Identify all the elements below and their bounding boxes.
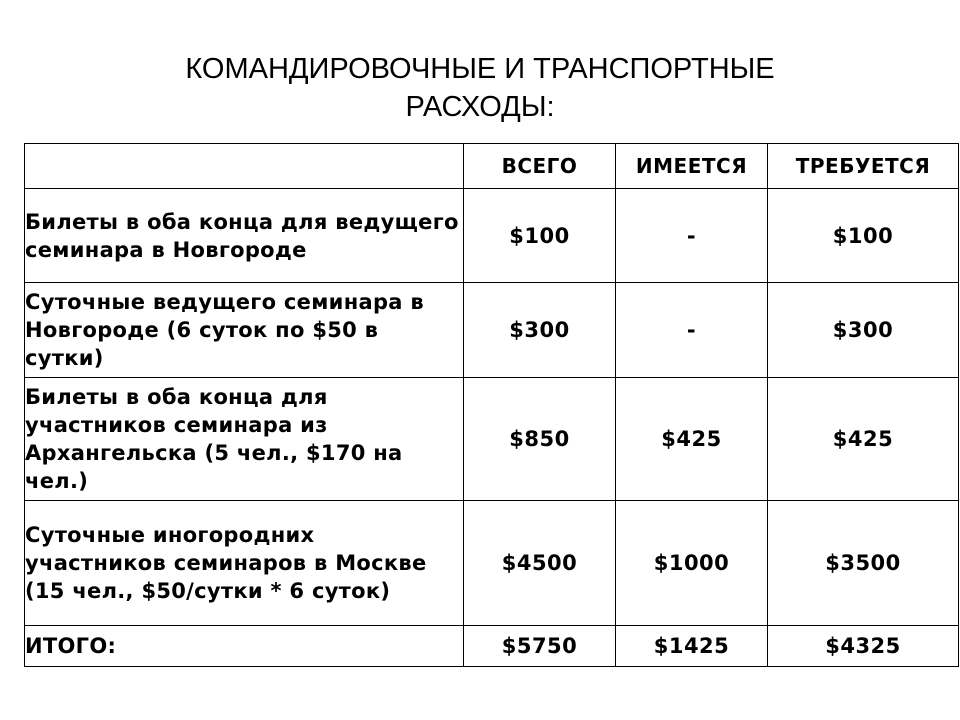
table-row [25, 378, 959, 501]
table-row [25, 189, 959, 283]
row-required: $425 [768, 378, 959, 501]
row-total: $4500 [464, 501, 616, 626]
row-description: Билеты в оба конца для участников семинара из Архангельска (5 чел., $170 на чел.) [25, 378, 464, 501]
row-total: $850 [464, 378, 616, 501]
total-available: $1425 [616, 626, 768, 667]
page-title [0, 50, 960, 126]
header-empty-cell [25, 144, 464, 189]
total-sum: $5750 [464, 626, 616, 667]
expenses-table [24, 143, 959, 667]
table-row [25, 501, 959, 626]
header-required: ТРЕБУЕТСЯ [768, 144, 959, 189]
row-available: $425 [616, 378, 768, 501]
row-available: - [616, 189, 768, 283]
page-title-line-1: КОМАНДИРОВОЧНЫЕ И ТРАНСПОРТНЫЕ [185, 53, 775, 85]
total-label: ИТОГО: [25, 626, 464, 667]
row-total: $100 [464, 189, 616, 283]
header-available: ИМЕЕТСЯ [616, 144, 768, 189]
row-available: - [616, 283, 768, 378]
total-row [25, 626, 959, 667]
row-description: Суточные иногородних участников семинаров в Москве (15 чел., $50/сутки * 6 суток) [25, 501, 464, 626]
table-row [25, 283, 959, 378]
header-total: ВСЕГО [464, 144, 616, 189]
row-required: $300 [768, 283, 959, 378]
row-description: Билеты в оба конца для ведущего семинара в Новгороде [25, 189, 464, 283]
table-header-row [25, 144, 959, 189]
total-required: $4325 [768, 626, 959, 667]
page-title-line-2: РАСХОДЫ: [405, 91, 555, 123]
row-available: $1000 [616, 501, 768, 626]
row-total: $300 [464, 283, 616, 378]
row-required: $100 [768, 189, 959, 283]
row-required: $3500 [768, 501, 959, 626]
row-description: Суточные ведущего семинара в Новгороде (6 суток по $50 в сутки) [25, 283, 464, 378]
